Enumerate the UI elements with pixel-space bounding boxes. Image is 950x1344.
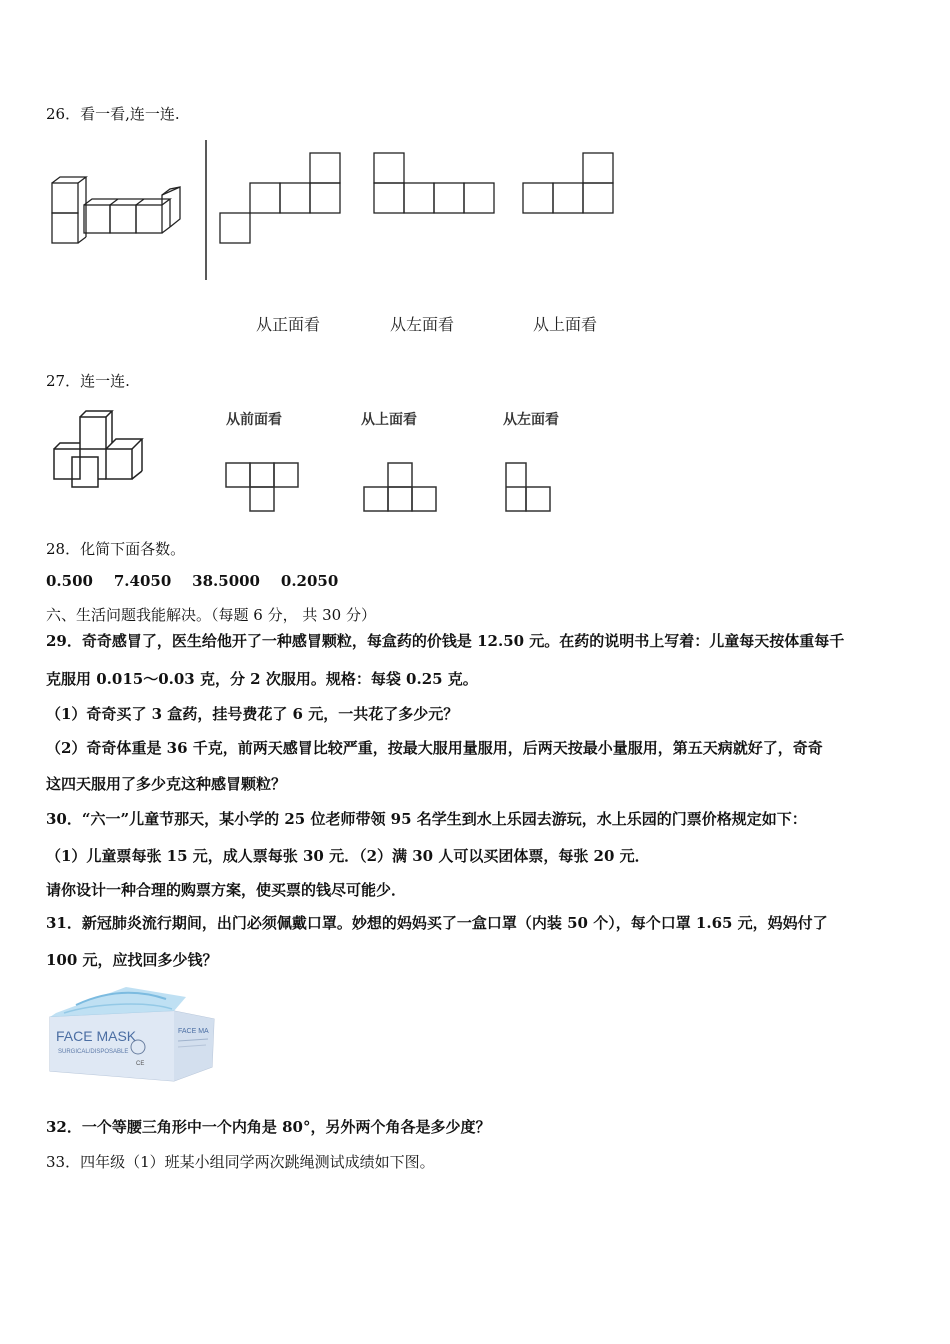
q26-view-front <box>220 153 340 243</box>
q27-3d-cubes <box>54 411 142 487</box>
q26-caption-left: 从左面看 <box>390 315 455 334</box>
q26-view-left <box>374 153 494 213</box>
q26-figures <box>46 135 626 285</box>
q28-numbers: 0.500 7.4050 38.5000 0.2050 <box>46 572 339 590</box>
q28-title: 28．化简下面各数。 <box>46 540 186 558</box>
q33-line1: 33．四年级（1）班某小组同学两次跳绳测试成绩如下图。 <box>46 1153 435 1171</box>
q30-line3: 请你设计一种合理的购票方案，使买票的钱尽可能少． <box>46 881 407 899</box>
mask-box-side: FACE MA <box>178 1028 209 1035</box>
q26-title: 26．看一看,连一连. <box>46 105 180 123</box>
q27-title: 27．连一连. <box>46 372 130 390</box>
q27-figures <box>46 405 566 520</box>
q27-view-top <box>364 463 436 511</box>
q30-line2: （1）儿童票每张 15 元，成人票每张 30 元．（2）满 30 人可以买团体票，每张 20 元． <box>46 847 650 865</box>
q26-view-top <box>523 153 613 213</box>
q26-caption-front: 从正面看 <box>256 315 321 334</box>
section6-title: 六、生活问题我能解决。（每题 6 分， 共 30 分） <box>46 606 376 624</box>
q31-line1: 31．新冠肺炎流行期间，出门必须佩戴口罩。妙想的妈妈买了一盒口罩（内装 50 个），每个口罩 1.65 元，妈妈付了 <box>46 914 828 932</box>
q29-line1: 29．奇奇感冒了，医生给他开了一种感冒颗粒，每盒药的价钱是 12.50 元。在药的说明书上写着：儿童每天按体重每千 <box>46 632 845 650</box>
q32-line1: 32．一个等腰三角形中一个内角是 80°，另外两个角各是多少度？ <box>46 1118 491 1136</box>
q29-sub2b: 这四天服用了多少克这种感冒颗粒？ <box>46 775 287 793</box>
q27-caption-top: 从上面看 <box>361 412 417 428</box>
q29-line2: 克服用 0.015～0.03 克，分 2 次服用。规格：每袋 0.25 克。 <box>46 670 478 688</box>
q30-line1: 30．“六一”儿童节那天，某小学的 25 位老师带领 95 名学生到水上乐园去游玩，水上乐园的门票价格规定如下： <box>46 810 807 828</box>
q31-line2: 100 元，应找回多少钱？ <box>46 951 218 969</box>
q27-view-front <box>226 463 298 511</box>
q26-caption-top: 从上面看 <box>533 315 598 334</box>
q26-3d-cubes <box>52 177 180 243</box>
q27-view-left <box>506 463 550 511</box>
face-mask-box-image <box>46 983 218 1085</box>
q29-sub2a: （2）奇奇体重是 36 千克，前两天感冒比较严重，按最大服用量服用，后两天按最小量服用，第五天病就好了，奇奇 <box>46 739 823 757</box>
mask-box-sub: SURGICAL/DISPOSABLE <box>58 1049 129 1055</box>
q27-caption-front: 从前面看 <box>226 412 282 428</box>
svg-text:CE: CE <box>136 1061 145 1067</box>
q27-caption-left: 从左面看 <box>503 412 559 428</box>
q29-sub1: （1）奇奇买了 3 盒药，挂号费花了 6 元，一共花了多少元？ <box>46 705 459 723</box>
mask-box-title: FACE MASK <box>56 1028 137 1044</box>
